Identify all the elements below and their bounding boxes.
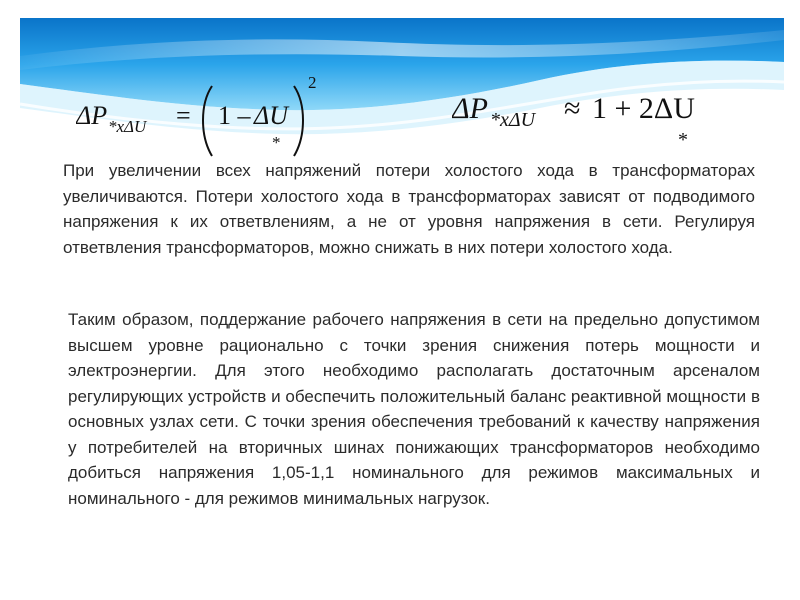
paragraph-voltage-regulation: Таким образом, поддержание рабочего напряжения в сети на предельно допустимом высшем уровне рационально с точки зрения снижения потерь мощности и электроэнергии. Для этого необходимо располагать достаточным арсеналом регулирующих устройств и обеспечить положительный баланс реактивной мощности в основных узлах сети. С точки зрения обеспечения требований к качеству напряжения у потребителей на вторичных шинах понижающих трансформаторов необходимо добиться напряжения 1,05-1,1 номинального для режимов максимальных и номинального - для режимов минимальных нагрузок. xyxy=(68,310,760,508)
formula-quadratic-delta-u: ΔU xyxy=(254,101,289,130)
formula-linear-rhs: 1 + 2ΔU xyxy=(592,92,695,125)
formula-quadratic-star: * xyxy=(272,133,281,152)
formula-linear-approx: ≈ xyxy=(564,92,581,125)
paragraph-no-load-losses: При увеличении всех напряжений потери холостого хода в трансформаторах увеличиваются. Потери холостого хода в трансформаторах зависят от подводимого напряжения к их ответвлениям, а не от уровня напряжения в сети. Регулируя ответвления трансформаторов, можно снижать в них потери холостого хода. xyxy=(63,161,755,257)
formula-quadratic-lhs: ΔP xyxy=(76,101,108,130)
formula-linear-subscript: *xΔU xyxy=(490,109,536,131)
formula-linear xyxy=(452,80,722,150)
left-paren xyxy=(203,86,212,156)
formula-quadratic-equals: = xyxy=(176,101,191,130)
formula-quadratic-exponent: 2 xyxy=(308,74,317,92)
formula-linear-lhs: ΔP xyxy=(452,92,488,125)
right-paren xyxy=(294,86,303,156)
formula-linear-star: * xyxy=(678,129,688,150)
formula-quadratic xyxy=(76,74,336,164)
formula-quadratic-one-minus: 1 – xyxy=(218,101,251,130)
formula-quadratic-subscript: *xΔU xyxy=(108,117,147,136)
